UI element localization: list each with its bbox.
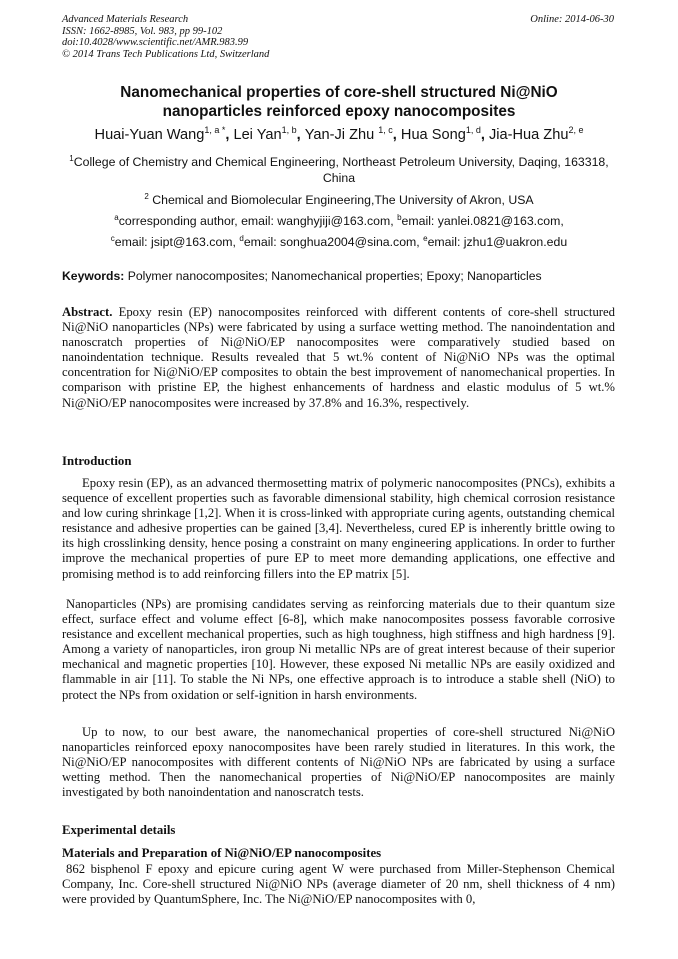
author-name: Hua Song bbox=[400, 127, 466, 143]
email-text: email: jzhu1@uakron.edu bbox=[427, 235, 568, 249]
online-date: Online: 2014-06-30 bbox=[530, 14, 614, 25]
email-sup: c bbox=[110, 234, 115, 243]
email-sup: a bbox=[114, 213, 119, 222]
copyright-line: © 2014 Trans Tech Publications Ltd, Switzerland bbox=[62, 48, 270, 60]
author-affiliation-sup: 1, d bbox=[465, 125, 481, 135]
title-line-1: Nanomechanical properties of core-shell structured Ni@NiO bbox=[120, 84, 558, 101]
affiliation-1 bbox=[62, 154, 616, 186]
author-name: Lei Yan bbox=[233, 127, 282, 143]
emails-line-1 bbox=[62, 213, 616, 229]
keywords-line bbox=[62, 269, 542, 283]
abstract-text: Epoxy resin (EP) nanocomposites reinforced with different contents of core-shell structured Ni@NiO nanoparticles (NPs) were fabricated by using a surface wetting method. The nanoindentation and nanoscratch properties of Ni@NiO/EP nanocomposites were comparatively studied based on nanoindentation technique. Results revealed that 5 wt.% content of Ni@NiO NPs was the optimal concentration for Ni@NiO/EP composites to obtain the best improvement of nanomechanical properties. In comparison with pristine EP, the highest enhancements of hardness and elastic modulus of 5 wt.% Ni@NiO/EP nanocomposites were increased by 37.8% and 16.3%, respectively. bbox=[62, 305, 615, 410]
intro-paragraph-1: Epoxy resin (EP), as an advanced thermosetting matrix of polymeric nanocomposites (PNCs), exhibits a sequence of excellent properties such as favorable dimensional stability, high chemical corrosion resistance and low curing shrinkage [1,2]. When it is cross-linked with appropriate curing agents, outstanding chemical resistance and adhesive properties can be gained [3,4]. Nevertheless, cured EP is inherently brittle owing to its high crosslinking density, hence posing a constraint on many engineering applications. In order to further improve the mechanical properties of pure EP to meet more demanding applications, one effective and promising method is to add reinforcing fillers into the EP matrix [5]. bbox=[62, 476, 615, 581]
author-name: Jia-Hua Zhu bbox=[488, 127, 569, 143]
author-affiliation-sup: 1, b bbox=[281, 125, 297, 135]
paper-title bbox=[62, 83, 616, 121]
affiliation-2 bbox=[62, 192, 616, 208]
journal-name: Advanced Materials Research bbox=[62, 14, 189, 25]
issn-line: ISSN: 1662-8985, Vol. 983, pp 99-102 bbox=[62, 25, 223, 37]
section-heading-introduction: Introduction bbox=[62, 454, 132, 468]
author-affiliation-sup: 1, c bbox=[378, 125, 393, 135]
doi-line: doi:10.4028/www.scientific.net/AMR.983.99 bbox=[62, 37, 249, 49]
title-line-2: nanoparticles reinforced epoxy nanocomposites bbox=[162, 103, 516, 120]
author-affiliation-sup: 2, e bbox=[568, 125, 584, 135]
keywords-text: Polymer nanocomposites; Nanomechanical properties; Epoxy; Nanoparticles bbox=[124, 269, 542, 283]
email-text: email: songhua2004@sina.com, bbox=[243, 235, 424, 249]
email-text: email: yanlei.0821@163.com, bbox=[401, 214, 564, 228]
section-heading-experimental: Experimental details bbox=[62, 823, 176, 837]
emails-line-2 bbox=[62, 234, 616, 250]
author-name: Yan-Ji Zhu bbox=[304, 127, 375, 143]
abstract-paragraph bbox=[62, 305, 615, 411]
author-name: Huai-Yuan Wang bbox=[94, 127, 205, 143]
experimental-paragraph-1: 862 bisphenol F epoxy and epicure curing agent W were purchased from Miller-Stephenson Chemical Company, Inc. Core-shell structured Ni@NiO NPs (average diameter of 20 nm, shell thickness of 4 nm) were provided by QuantumSphere, Inc. The Ni@NiO/EP nanocomposites with 0, bbox=[62, 862, 615, 907]
email-sup: b bbox=[397, 213, 402, 222]
affiliation-sup: 1 bbox=[69, 154, 74, 163]
author-affiliation-sup: 1, a * bbox=[204, 125, 226, 135]
email-text: email: jsipt@163.com, bbox=[114, 235, 240, 249]
subsection-heading-materials: Materials and Preparation of Ni@NiO/EP nanocomposites bbox=[62, 846, 382, 860]
corresponding-email: corresponding author, email: wanghyjiji@163.com, bbox=[118, 214, 398, 228]
intro-paragraph-2: Nanoparticles (NPs) are promising candidates serving as reinforcing materials due to their quantum size effect, surface effect and volume effect [6-8], which make nanocomposites possess favorable corrosive resistance and excellent mechanical properties, such as high toughness, high stiffness and high hardness [9]. Among a variety of nanoparticles, iron group Ni metallic NPs are of great interest because of their superior mechanical and magnetic properties [10]. However, these exposed Ni metallic NPs are easily oxidized and flammable in air [11]. To stable the Ni NPs, one effective approach is to introduce a stable shell (NiO) to protect the NPs from oxidation or self-ignition in harsh environments. bbox=[62, 597, 615, 702]
intro-paragraph-3: Up to now, to our best aware, the nanomechanical properties of core-shell structured Ni@NiO nanoparticles reinforced epoxy nanocomposites have been rarely studied in literatures. In this work, the Ni@NiO/EP nanocomposites with different contents of Ni@NiO NPs are fabricated by using a surface wetting method. Then the nanomechanical properties of Ni@NiO/EP nanocomposites are mainly investigated by both nanoindentation and nanoscratch tests. bbox=[62, 725, 615, 800]
abstract-label: Abstract. bbox=[62, 305, 113, 319]
affiliation-text: College of Chemistry and Chemical Engineering, Northeast Petroleum University, Daqing, 163318, China bbox=[73, 155, 609, 185]
author-list: Huai-Yuan Wang$^{1, a *}$, Lei Yan$^{1, b}$, Yan-Ji Zhu $^{1, c}$, Hua Song$^{1, d}$, Jia-Hua Zhu$^{2, e}$ bbox=[94, 125, 584, 143]
affiliation-sup: 2 bbox=[144, 192, 149, 201]
affiliation-text: Chemical and Biomolecular Engineering,The University of Akron, USA bbox=[148, 193, 534, 207]
email-sup: d bbox=[239, 234, 244, 243]
journal-header bbox=[62, 14, 269, 60]
email-sup: e bbox=[423, 234, 428, 243]
keywords-label: Keywords: bbox=[62, 269, 125, 283]
